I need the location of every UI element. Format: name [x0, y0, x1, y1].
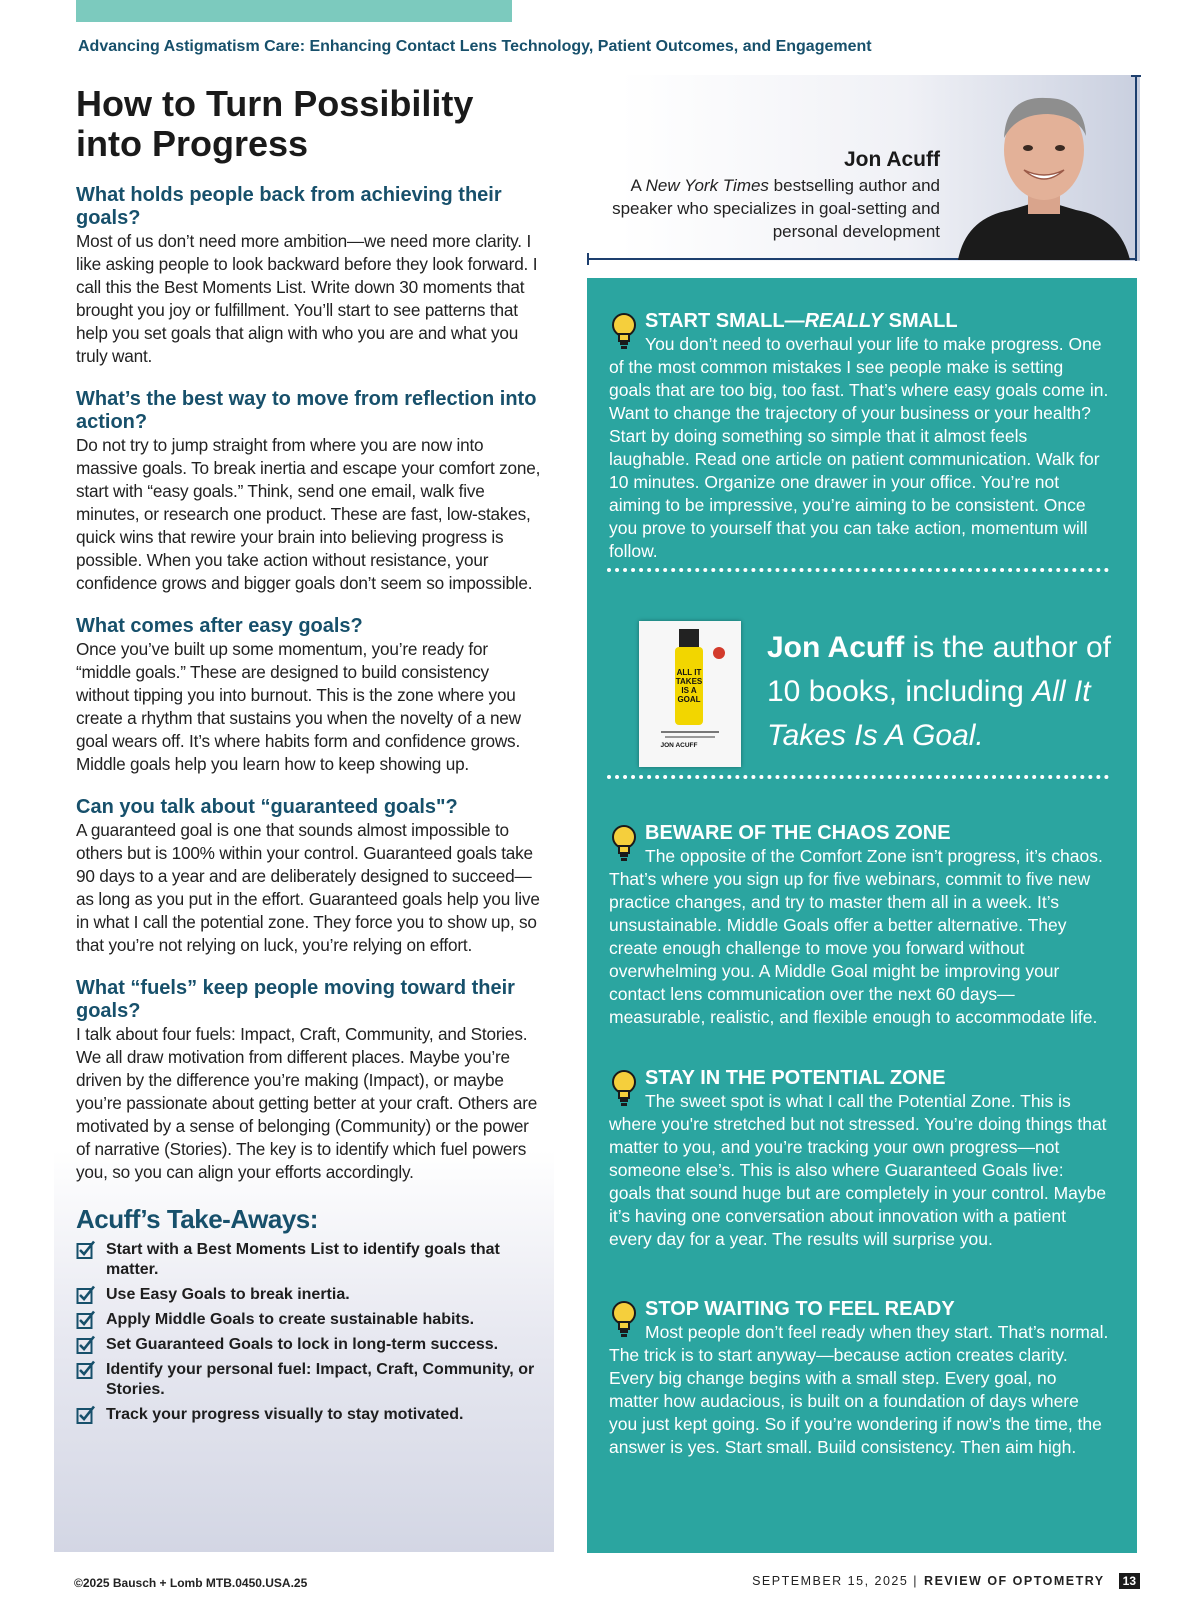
takeaway-item [76, 1240, 544, 1280]
book-promo [767, 626, 1127, 758]
answer-paragraph: Most of us don’t need more ambition—we need more clarity. I like asking people to look backward before they look forward. I call this the Best Moments List. Write down 30 moments that brought you joy or fulfillment. You’ll start to see patterns that help you set goals that align with who you are and what you truly want. [76, 231, 538, 366]
dotted-divider [607, 775, 1109, 779]
answer-paragraph: Once you’ve built up some momentum, you’re ready for “middle goals.” These are designed to build consistency without tipping you into burnout. This is the zone where you create a rhythm that sustains you when the novelty of a new goal wears off. It’s where habits form and confidence grows. Middle goals help you learn how to keep showing up. [76, 639, 521, 774]
tip-body [609, 845, 1109, 1029]
checkbox-checked-icon [76, 1335, 96, 1355]
article-column [76, 84, 544, 1430]
tip-potential-zone [609, 1067, 1109, 1251]
tip-heading: STOP WAITING TO FEEL READY [645, 1298, 955, 1320]
article-title [76, 84, 544, 164]
promo-author-name: Jon Acuff [767, 631, 905, 664]
tip-heading-italic: REALLY [804, 310, 884, 332]
takeaway-item [76, 1335, 544, 1355]
takeaways-list [76, 1240, 544, 1425]
checkbox-checked-icon [76, 1405, 96, 1425]
author-desc-suffix: bestselling author and speaker who specializes in goal-setting and personal development [612, 176, 940, 241]
question-heading: What comes after easy goals? [76, 615, 363, 637]
takeaways-title: Acuff’s Take-Aways: [76, 1204, 318, 1234]
book-title-line: TAKES [675, 677, 703, 686]
tip-body-text: You don’t need to overhaul your life to make progress. One of the most common mistakes I see people make is setting goals that are too big, too fast. That’s where easy goals come in. Want to change the trajectory of your business or your health? Start by doing something so simple that it almost feels laughable. Read one article on patient communication. Walk for 10 minutes. Organize one drawer in your office. You’re not aiming to be impressive, you’re aiming to be consistent. Once you prove to yourself that you can take action, momentum will follow. [609, 334, 1109, 561]
tip-heading [645, 310, 1109, 333]
lightbulb-icon [609, 824, 641, 864]
takeaway-item [76, 1285, 544, 1305]
title-line-2: into Progress [76, 123, 309, 164]
lightbulb-icon [609, 1069, 641, 1109]
promo-book-title: All It Takes Is A Goal. [767, 675, 1091, 752]
answer-paragraph: A guaranteed goal is one that sounds almost impossible to others but is 100% within your control. Guaranteed goals take 90 days to a year and are deliberately designed to succeed—as long as you put in the effort. Guaranteed goals help you live in what I call the potential zone. They force you to show up, so that you’re not relying on luck, you’re relying on effort. [76, 820, 540, 955]
lightbulb-icon [609, 1300, 641, 1340]
footer-publication: REVIEW OF OPTOMETRY [924, 1574, 1105, 1588]
top-color-bar [76, 0, 512, 22]
book-cover [639, 621, 741, 767]
footer-copyright: ©2025 Bausch + Lomb MTB.0450.USA.25 [74, 1576, 308, 1590]
question-heading: What “fuels” keep people moving toward their goals? [76, 977, 515, 1022]
question-heading: What holds people back from achieving their goals? [76, 184, 502, 229]
book-title-line: GOAL [677, 695, 701, 704]
page-number: 13 [1119, 1573, 1140, 1589]
answer-paragraph: I talk about four fuels: Impact, Craft, Community, and Stories. We all draw motivation from different places. Maybe you’re driven by the difference you’re making (Impact), or maybe you’re passionate about getting better at your craft. Others are motivated by a sense of belonging (Community) or the power of narrative (Stories). The key is to identify which fuel powers you, so you can align your efforts accordingly. [76, 1024, 538, 1182]
tip-stop-waiting [609, 1298, 1109, 1459]
promo-text: is the author of 10 books, including [767, 631, 1112, 708]
tip-body [609, 1090, 1109, 1251]
author-desc-prefix: A [630, 176, 646, 195]
footer-date: SEPTEMBER 15, 2025 | [752, 1574, 919, 1588]
tip-heading: STAY IN THE POTENTIAL ZONE [645, 1067, 946, 1089]
tip-body-text: Most people don’t feel ready when they start. That’s normal. The trick is to start anyway—because action creates clarity. Every big change begins with a small step. Every goal, no matter how audacious, is built on a foundation of days where you just kept going. So if you’re wondering if now’s the time, the answer is yes. Start small. Build consistency. Then aim high. [609, 1322, 1109, 1457]
takeaway-item [76, 1310, 544, 1330]
takeaway-text: Apply Middle Goals to create sustainable habits. [106, 1311, 475, 1328]
tip-heading-part: SMALL [883, 310, 958, 332]
takeaway-text: Set Guaranteed Goals to lock in long-term success. [106, 1336, 499, 1353]
book-title-line: ALL IT [676, 668, 702, 677]
sidebar-panel [587, 278, 1137, 1553]
tip-start-small [609, 310, 1109, 563]
checkbox-checked-icon [76, 1240, 96, 1260]
takeaway-item [76, 1405, 544, 1425]
author-description [600, 174, 940, 243]
takeaway-text: Identify your personal fuel: Impact, Craft, Community, or Stories. [106, 1361, 535, 1398]
lightbulb-icon [609, 312, 641, 352]
tip-heading-part: START SMALL— [645, 310, 805, 332]
footer-folio [752, 1573, 1140, 1589]
question-heading: What’s the best way to move from reflection into action? [76, 388, 537, 433]
book-author: JON ACUFF [660, 742, 698, 749]
tip-body-text: The opposite of the Comfort Zone isn’t progress, it’s chaos. That’s where you sign up for five webinars, commit to five new practice changes, and try to master them all in a week. It’s unsustainable. Middle Goals offer a better alternative. They create enough challenge to move you forward without overwhelming you. A Middle Goal might be improving your contact lens communication over the next 60 days—measurable, realistic, and flexible enough to accommodate life. [609, 846, 1103, 1027]
running-head: Advancing Astigmatism Care: Enhancing Contact Lens Technology, Patient Outcomes, and Engagement [78, 38, 872, 55]
book-title-line: IS A [681, 686, 697, 695]
question-heading: Can you talk about “guaranteed goals"? [76, 796, 458, 818]
checkbox-checked-icon [76, 1285, 96, 1305]
tip-heading: BEWARE OF THE CHAOS ZONE [645, 822, 951, 844]
title-line-1: How to Turn Possibility [76, 83, 474, 124]
author-portrait [948, 86, 1138, 260]
answer-paragraph: Do not try to jump straight from where you are now into massive goals. To break inertia and escape your comfort zone, start with “easy goals.” Think, send one email, walk five minutes, or research one product. These are fast, low-stakes, quick wins that rewire your brain into believing progress is possible. When you take action without resistance, your confidence grows and bigger goals don’t seem so impossible. [76, 435, 541, 593]
takeaway-item [76, 1360, 544, 1400]
author-name: Jon Acuff [843, 148, 940, 171]
tip-body-text: The sweet spot is what I call the Potential Zone. This is where you're stretched but not stressed. You’re doing things that matter to you, and you’re tracking your own progress—not someone else’s. This is also where Guaranteed Goals live: goals that sound huge but are completely in your control. Maybe it’s having one conversation about innovation with a patient every day for a year. The results will surprise you. [609, 1091, 1107, 1249]
takeaway-text: Use Easy Goals to break inertia. [106, 1286, 350, 1303]
takeaway-text: Track your progress visually to stay motivated. [106, 1406, 464, 1423]
checkbox-checked-icon [76, 1360, 96, 1380]
dotted-divider [607, 568, 1109, 572]
takeaway-text: Start with a Best Moments List to identify goals that matter. [106, 1241, 500, 1278]
book-cover-art [639, 621, 741, 767]
tip-body [609, 333, 1109, 563]
checkbox-checked-icon [76, 1310, 96, 1330]
author-desc-italic: New York Times [645, 176, 769, 195]
tip-chaos-zone [609, 822, 1109, 1029]
tip-body [609, 1321, 1109, 1459]
author-frame-line [587, 253, 589, 265]
